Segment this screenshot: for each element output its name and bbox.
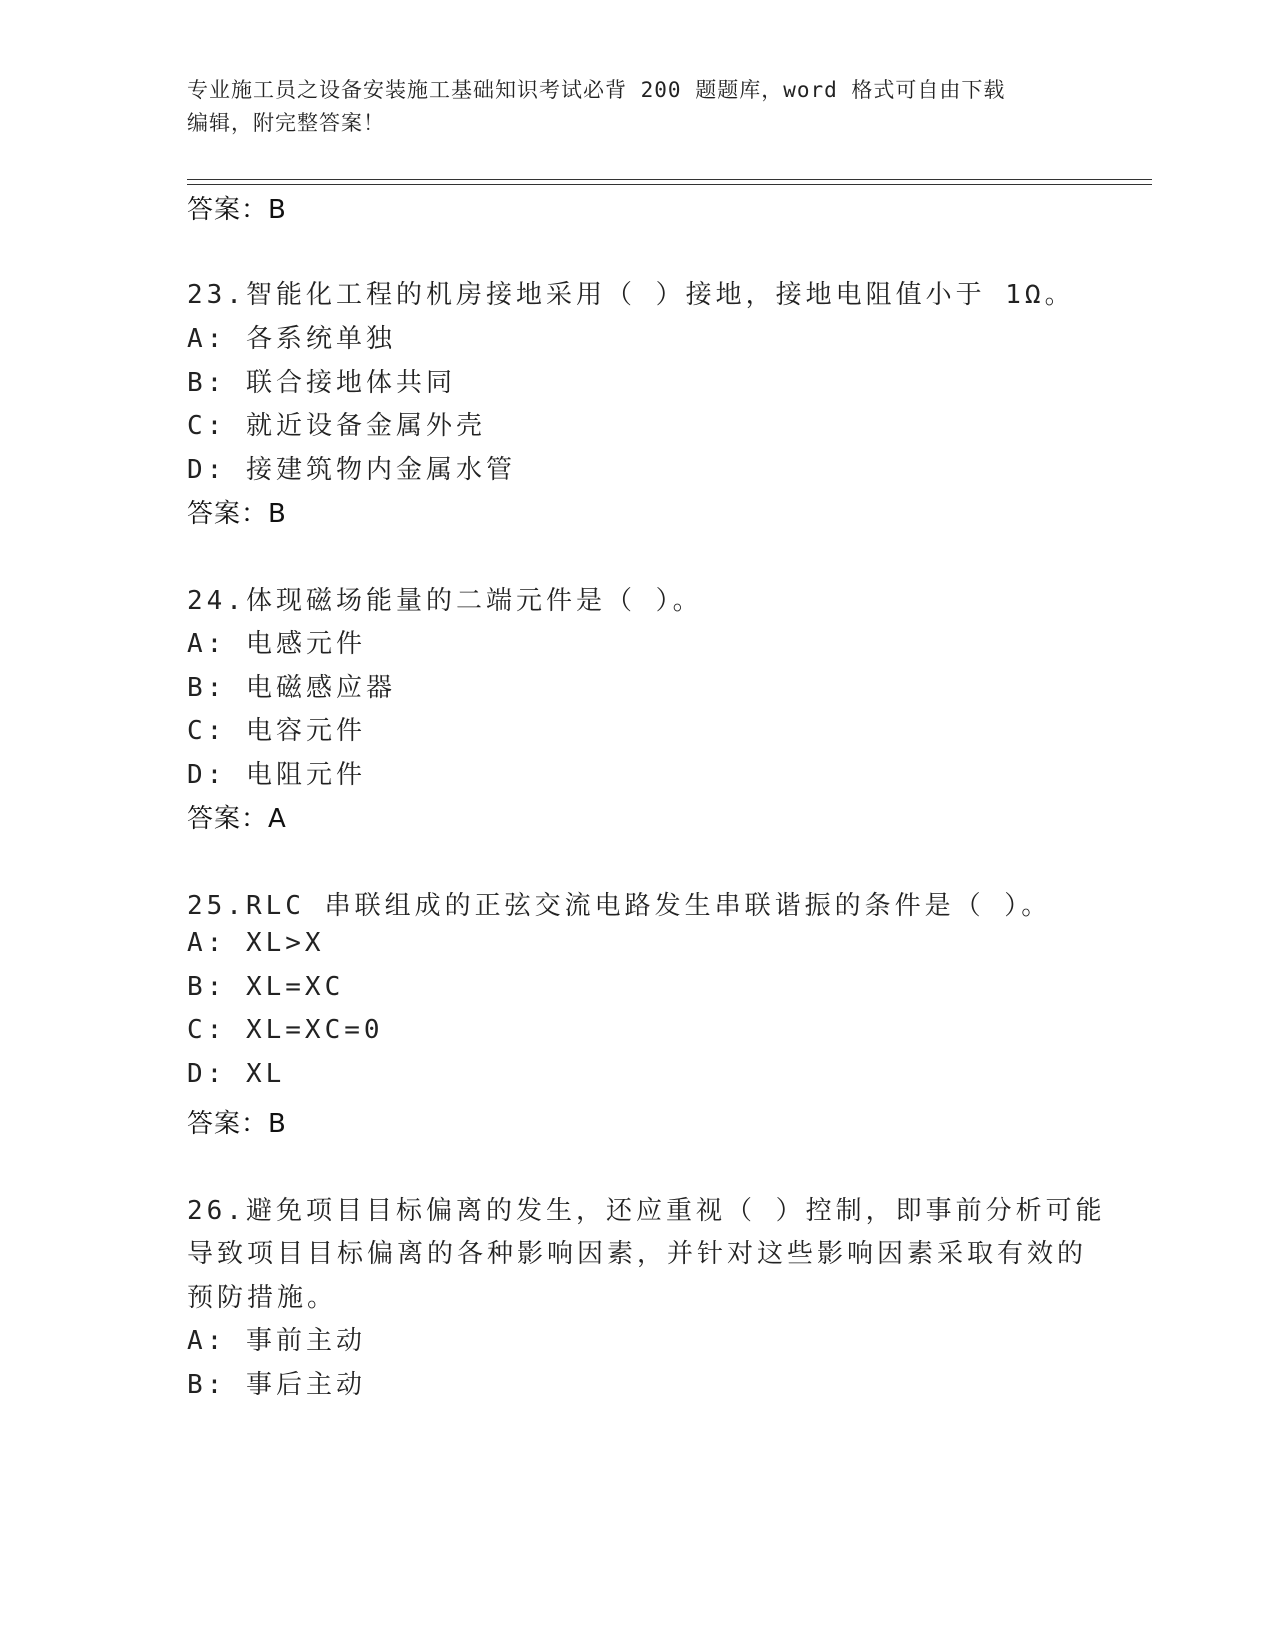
document-header bbox=[187, 74, 1087, 140]
option-b: B: 联合接地体共同 bbox=[187, 368, 456, 398]
question-stem-line-3: 预防措施。 bbox=[187, 1283, 338, 1313]
option-c: C: 电容元件 bbox=[187, 716, 366, 746]
option-a: A: XL>X bbox=[187, 928, 325, 958]
answer-line: 答案：A bbox=[187, 804, 287, 834]
option-d: D: XL bbox=[187, 1059, 286, 1089]
option-c: C: 就近设备金属外壳 bbox=[187, 411, 486, 441]
option-a: A: 电感元件 bbox=[187, 629, 366, 659]
question-stem: 25.RLC 串联组成的正弦交流电路发生串联谐振的条件是（ ）。 bbox=[187, 891, 1052, 921]
header-divider-secondary bbox=[187, 184, 1152, 185]
question-stem: 24.体现磁场能量的二端元件是（ ）。 bbox=[187, 586, 703, 616]
question-stem-line-1: 26.避免项目目标偏离的发生，还应重视（ ）控制，即事前分析可能 bbox=[187, 1196, 1106, 1226]
option-b: B: 电磁感应器 bbox=[187, 673, 396, 703]
answer-line: 答案：B bbox=[187, 499, 287, 529]
option-d: D: 接建筑物内金属水管 bbox=[187, 455, 516, 485]
answer-line: 答案：B bbox=[187, 1109, 287, 1139]
answer-line: 答案：B bbox=[187, 195, 287, 225]
option-b: B: XL=XC bbox=[187, 972, 345, 1002]
option-c: C: XL=XC=0 bbox=[187, 1015, 384, 1045]
option-d: D: 电阻元件 bbox=[187, 760, 366, 790]
option-a: A: 事前主动 bbox=[187, 1326, 366, 1356]
header-line-1: 专业施工员之设备安装施工基础知识考试必背 200 题题库，word 格式可自由下载 bbox=[187, 78, 1006, 102]
option-a: A: 各系统单独 bbox=[187, 324, 396, 354]
header-divider bbox=[187, 179, 1152, 180]
question-stem-line-2: 导致项目目标偏离的各种影响因素，并针对这些影响因素采取有效的 bbox=[187, 1239, 1088, 1269]
question-stem: 23.智能化工程的机房接地采用（ ）接地，接地电阻值小于 1Ω。 bbox=[187, 280, 1075, 310]
option-b: B: 事后主动 bbox=[187, 1370, 366, 1400]
header-line-2: 编辑，附完整答案！ bbox=[187, 111, 385, 135]
